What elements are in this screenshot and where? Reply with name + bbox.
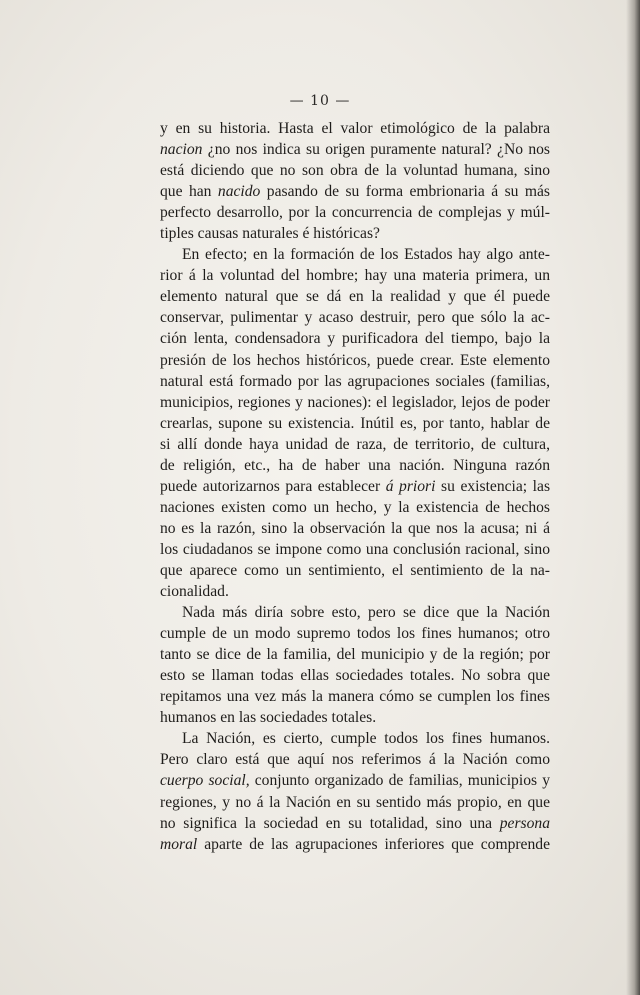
text-line: nacion ¿no nos indica su origen puramente natural? ¿No nos <box>160 141 550 159</box>
text-line: En efecto; en la formación de los Estados hay algo ante- <box>182 246 550 264</box>
text-line: cuerpo social, conjunto organizado de familias, municipios y <box>160 772 550 790</box>
paragraph <box>160 118 550 244</box>
text-line: cionalidad. <box>160 583 229 601</box>
text-line: naciones existen como un hecho, y la existencia de hechos <box>160 498 550 516</box>
text-line: Pero claro está que aquí nos referimos á la Nación como <box>160 751 550 769</box>
text-line: tiples causas naturales é históricas? <box>160 225 380 243</box>
paragraph <box>160 602 550 728</box>
text-line: cumple de un modo supremo todos los fines humanos; otro <box>160 625 550 643</box>
text-line: puede autorizarnos para establecer á priori su existencia; las <box>160 477 551 495</box>
text-line: de religión, etc., ha de haber una nación. Ninguna razón <box>160 456 550 474</box>
text-line: crearlas, supone su existencia. Inútil es, por tanto, hablar de <box>160 414 550 432</box>
text-line: no es la razón, sino la observación la que nos la acusa; ni á <box>160 519 550 537</box>
text-line: repitamos una vez más la manera cómo se cumplen los fines <box>160 688 550 706</box>
text-line: municipios, regiones y naciones): el legislador, lejos de poder <box>160 393 550 411</box>
text-line: regiones, y no á la Nación en su sentido más propio, en que <box>160 793 550 811</box>
text-line: natural está formado por las agrupaciones sociales (familias, <box>160 372 550 390</box>
text-line: está diciendo que no son obra de la voluntad humana, sino <box>160 162 550 180</box>
text-line: rior á la voluntad del hombre; hay una materia primera, un <box>160 267 550 285</box>
text-line: y en su historia. Hasta el valor etimológico de la palabra <box>160 120 550 137</box>
page-gutter-shadow <box>626 0 640 995</box>
text-line: que han nacido pasando de su forma embrionaria á su más <box>160 183 551 201</box>
text-line: los ciudadanos se impone como una conclusión racional, sino <box>160 540 550 558</box>
text-line: no significa la sociedad en su totalidad, sino una persona <box>160 814 550 832</box>
text-line: si allí donde haya unidad de raza, de territorio, de cultura, <box>160 435 550 453</box>
text-line: ción lenta, condensadora y purificadora del tiempo, bajo la <box>160 330 550 348</box>
text-line: moral aparte de las agrupaciones inferiores que comprende <box>160 835 550 853</box>
body-text <box>160 118 550 855</box>
paragraph <box>160 728 550 854</box>
text-line: conservar, pulimentar y acaso destruir, pero que sólo la ac- <box>160 309 550 327</box>
page-number: — 10 — <box>289 93 351 109</box>
text-line: tanto se dice de la familia, del municipio y de la región; por <box>160 646 550 664</box>
paragraph <box>160 244 550 602</box>
text-line: La Nación, es cierto, cumple todos los fines humanos. <box>182 730 550 748</box>
text-line: presión de los hechos históricos, puede crear. Este elemento <box>160 351 550 369</box>
text-line: humanos en las sociedades totales. <box>160 709 377 727</box>
text-line: Nada más diría sobre esto, pero se dice que la Nación <box>182 604 550 622</box>
text-line: perfecto desarrollo, por la concurrencia de complejas y múl- <box>160 204 550 222</box>
text-line: elemento natural que se dá en la realidad y que él puede <box>160 288 550 306</box>
text-line: esto se llaman todas ellas sociedades totales. No sobra que <box>160 667 550 685</box>
text-line: que aparece como un sentimiento, el sentimiento de la na- <box>160 561 550 579</box>
